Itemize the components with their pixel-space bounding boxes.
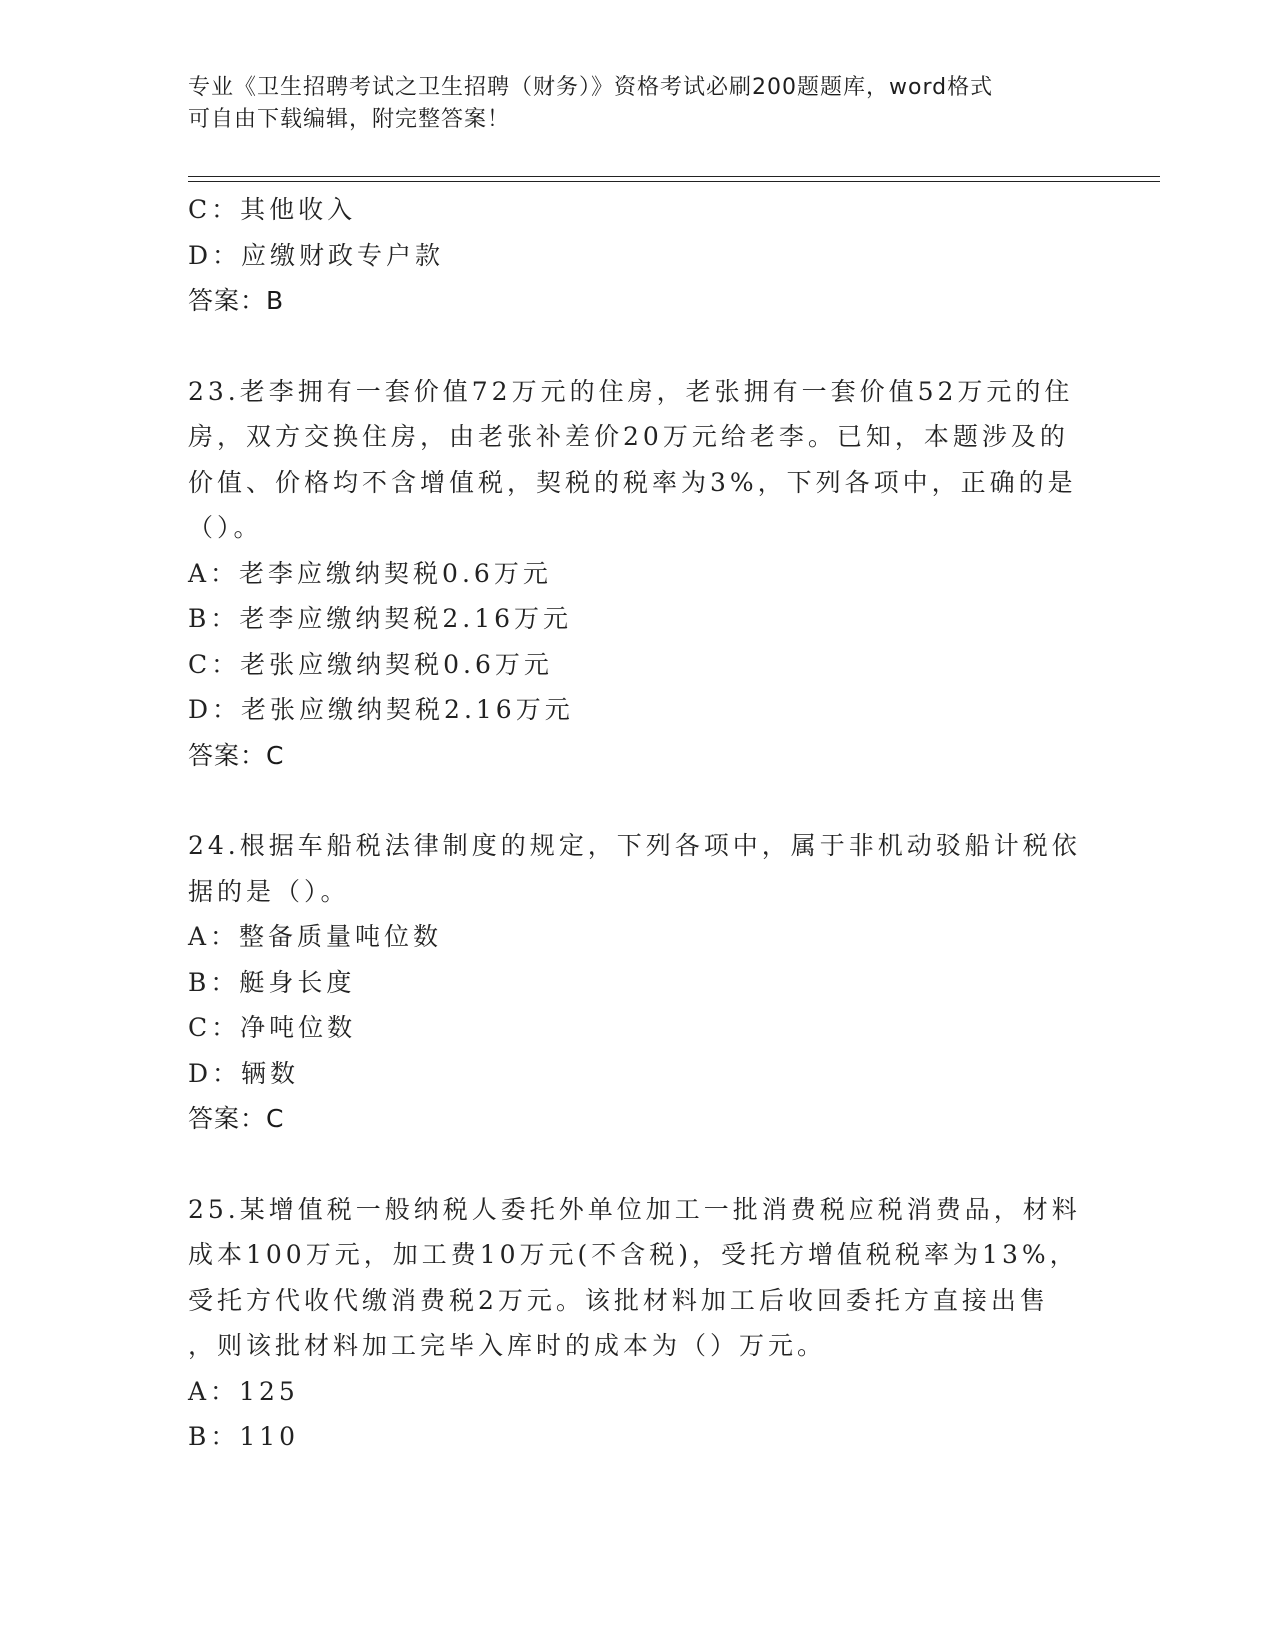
option-d: D：辆数	[188, 1058, 300, 1088]
header-line-2: 可自由下载编辑，附完整答案！	[188, 107, 511, 132]
document-header	[188, 72, 1068, 136]
header-rule-bottom	[188, 181, 1160, 182]
answer-line: 答案：C	[188, 740, 285, 770]
question-stem-line: 成本100万元，加工费10万元(不含税)，受托方增值税税率为13%，	[188, 1240, 1079, 1269]
document-body	[188, 187, 1088, 1460]
question-22-tail	[188, 187, 1088, 324]
question-stem-line: ，则该批材料加工完毕入库时的成本为（）万元。	[188, 1331, 827, 1360]
spacer	[188, 778, 1088, 823]
header-rule-top	[188, 176, 1160, 177]
question-stem-line: （）。	[188, 513, 263, 542]
option-c: C：其他收入	[188, 195, 357, 224]
option-d: D：应缴财政专户款	[188, 240, 445, 270]
question-24	[188, 823, 1088, 1142]
answer-line: 答案：B	[188, 286, 285, 315]
question-stem-line: 24.根据车船税法律制度的规定，下列各项中，属于非机动驳船计税依	[188, 831, 1081, 860]
option-a: A：老李应缴纳契税0.6万元	[188, 558, 552, 588]
question-stem-line: 23.老李拥有一套价值72万元的住房，老张拥有一套价值52万元的住	[188, 376, 1074, 406]
option-c: C：老张应缴纳契税0.6万元	[188, 649, 553, 679]
spacer	[188, 1142, 1088, 1187]
answer-line: 答案：C	[188, 1104, 285, 1133]
question-25	[188, 1187, 1088, 1460]
option-a: A：125	[188, 1376, 299, 1406]
question-stem-line: 25.某增值税一般纳税人委托外单位加工一批消费税应税消费品，材料	[188, 1194, 1081, 1224]
question-stem-line: 据的是（）。	[188, 876, 350, 906]
option-b: B：艇身长度	[188, 967, 356, 997]
question-stem-line: 受托方代收代缴消费税2万元。该批材料加工后收回委托方直接出售	[188, 1285, 1049, 1315]
header-line-1: 专业《卫生招聘考试之卫生招聘（财务）》资格考试必刷200题题库，word格式	[188, 75, 994, 100]
spacer	[188, 324, 1088, 369]
option-c: C：净吨位数	[188, 1013, 357, 1042]
question-stem-line: 价值、价格均不含增值税，契税的税率为3%，下列各项中，正确的是	[188, 467, 1077, 497]
option-b: B：110	[188, 1422, 300, 1451]
question-stem-line: 房，双方交换住房，由老张补差价20万元给老李。已知，本题涉及的	[188, 422, 1069, 451]
option-b: B：老李应缴纳契税2.16万元	[188, 604, 573, 633]
option-a: A：整备质量吨位数	[188, 922, 443, 951]
option-d: D：老张应缴纳契税2.16万元	[188, 695, 574, 724]
question-23	[188, 369, 1088, 779]
